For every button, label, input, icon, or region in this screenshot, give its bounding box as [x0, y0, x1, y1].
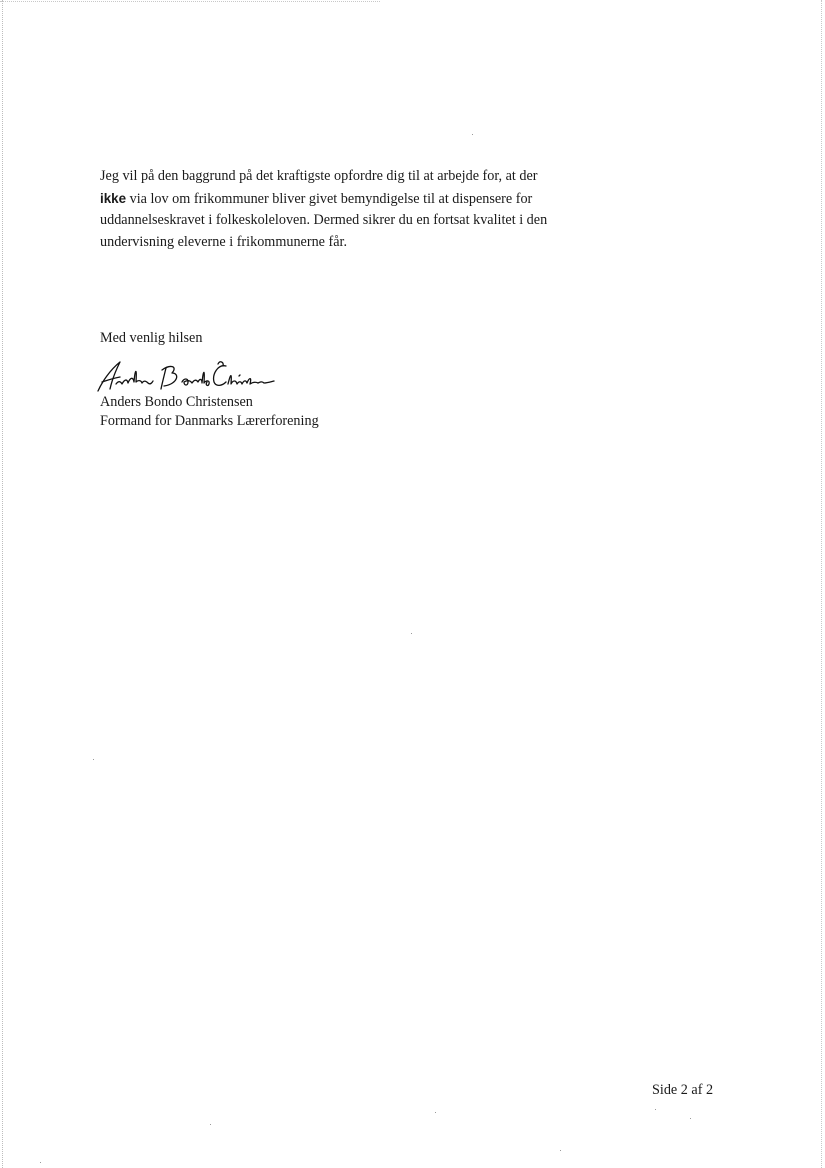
emphasis-word: ikke [100, 190, 127, 206]
scan-edge-right [821, 0, 822, 1168]
scan-edge-top [0, 1, 380, 2]
signer-block [100, 393, 319, 430]
closing-salutation: Med venlig hilsen [100, 330, 203, 346]
scan-speck [210, 1124, 211, 1125]
signer-title: Formand for Danmarks Lærerforening [100, 412, 319, 429]
paragraph-line: Jeg vil på den baggrund på det kraftigste opfordre dig til at arbejde for, at der [100, 168, 538, 184]
paragraph-line [100, 188, 600, 211]
handwritten-signature [92, 356, 282, 396]
page-number: Side 2 af 2 [652, 1082, 714, 1098]
scan-speck [655, 1109, 656, 1110]
scan-edge-left [2, 0, 3, 1168]
scan-speck [435, 1112, 436, 1113]
paragraph-line: uddannelseskravet i folkeskoleloven. Dermed sikrer du en fortsat kvalitet i den [100, 212, 548, 229]
scan-speck [560, 1150, 561, 1151]
scan-speck [93, 759, 94, 760]
scan-speck [472, 134, 473, 135]
scan-speck [411, 633, 412, 634]
scan-speck [40, 1162, 41, 1163]
paragraph-line: undervisning eleverne i frikommunerne får. [100, 233, 348, 250]
paragraph-line-rest: via lov om frikommuner bliver givet bemyndigelse til at dispensere for [126, 190, 533, 207]
signer-name: Anders Bondo Christensen [100, 394, 253, 410]
scan-speck [690, 1118, 691, 1119]
letter-paragraph [100, 166, 600, 253]
